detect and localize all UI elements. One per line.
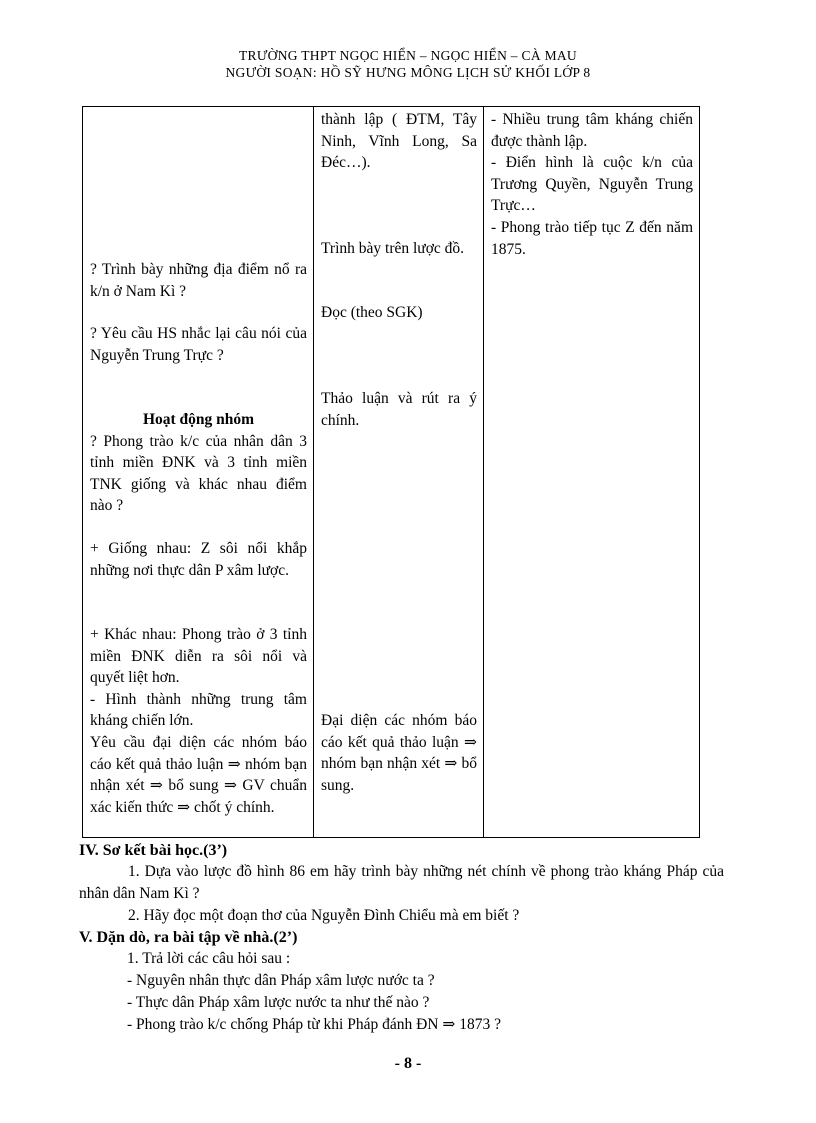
section-5-sub-2: - Thực dân Pháp xâm lược nước ta như thế nào ? bbox=[127, 994, 430, 1011]
question-locations: ? Trình bày những địa điểm nổ ra k/n ở Nam Kì ? bbox=[90, 261, 307, 300]
header-school: TRƯỜNG THPT NGỌC HIỂN – NGỌC HIỂN – CÀ MAU bbox=[239, 48, 577, 63]
section-5-sub-3: - Phong trào k/c chống Pháp từ khi Pháp đánh ĐN ⇒ 1873 ? bbox=[127, 1016, 501, 1033]
answer-same: + Giống nhau: Z sôi nổi khắp những nơi thực dân P xâm lược. bbox=[90, 540, 307, 579]
section-4-item-1: 1. Dựa vào lược đồ hình 86 em hãy trình bày những nét chính về phong trào kháng Pháp của nhân dân Nam Kì ? bbox=[79, 863, 724, 902]
student-answer-4: Đại diện các nhóm báo cáo kết quả thảo luận ⇒ nhóm bạn nhận xét ⇒ bổ sung. bbox=[321, 712, 477, 794]
group-activity-title: Hoạt động nhóm bbox=[142, 411, 255, 428]
content-item-2: - Điển hình là cuộc k/n của Trương Quyền, Nguyễn Trung Trực… bbox=[491, 154, 693, 215]
section-4-title: IV. Sơ kết bài học.(3’) bbox=[79, 842, 228, 859]
question-quote: ? Yêu cầu HS nhắc lại câu nói của Nguyễn Trung Trực ? bbox=[90, 325, 307, 364]
section-5-sub-1: - Nguyên nhân thực dân Pháp xâm lược nước ta ? bbox=[127, 972, 435, 989]
student-answer-1: Trình bày trên lược đồ. bbox=[321, 240, 465, 257]
section-5-title: V. Dặn dò, ra bài tập về nhà.(2’) bbox=[79, 929, 298, 946]
student-answer-3: Thảo luận và rút ra ý chính. bbox=[321, 390, 477, 429]
content-item-3: - Phong trào tiếp tục Z đến năm 1875. bbox=[491, 218, 693, 258]
student-activity-cell bbox=[314, 107, 484, 838]
page-header bbox=[0, 47, 816, 81]
section-4-item-2: 2. Hãy đọc một đoạn thơ của Nguyễn Đình Chiểu mà em biết ? bbox=[128, 907, 520, 924]
answer-centers: - Hình thành những trung tâm kháng chiến lớn. bbox=[90, 690, 307, 730]
group-activity bbox=[90, 409, 307, 517]
content-cell bbox=[484, 107, 700, 838]
answer-diff: + Khác nhau: Phong trào ở 3 tỉnh miền ĐNK diễn ra sôi nổi và quyết liệt hơn. - Hình thành những trung tâm kháng chiến lớn. Yêu cầu đại diện các nhóm báo cáo kết quả thảo luận ⇒ nhóm bạn nhận xét ⇒ bổ sung ⇒ GV chuẩn xác kiến thức ⇒ chốt ý chính. bbox=[90, 624, 307, 818]
content-item-1: - Nhiều trung tâm kháng chiến được thành lập. bbox=[491, 111, 693, 150]
group-request: Yêu cầu đại diện các nhóm báo cáo kết quả thảo luận ⇒ nhóm bạn nhận xét ⇒ bổ sung ⇒ GV chuẩn xác kiến thức ⇒ chốt ý chính. bbox=[90, 733, 307, 816]
section-5-item-1: 1. Trả lời các câu hỏi sau : bbox=[127, 950, 291, 967]
teacher-activity-cell bbox=[83, 107, 314, 838]
question-compare: ? Phong trào k/c của nhân dân 3 tỉnh miền ĐNK và 3 tỉnh miền TNK giống và khác nhau điểm nào ? bbox=[90, 432, 307, 515]
header-author: NGƯỜI SOẠN: HỒ SỸ HƯNG MÔNG LỊCH SỬ KHỐI LỚP 8 bbox=[225, 65, 591, 80]
student-answer-2: Đọc (theo SGK) bbox=[321, 304, 423, 321]
content-items bbox=[491, 109, 693, 260]
student-answer-0: thành lập ( ĐTM, Tây Ninh, Vĩnh Long, Sa Đéc…). bbox=[321, 111, 477, 172]
page-number: - 8 - bbox=[394, 1055, 422, 1072]
table-row bbox=[83, 107, 700, 838]
lesson-table bbox=[82, 106, 700, 838]
